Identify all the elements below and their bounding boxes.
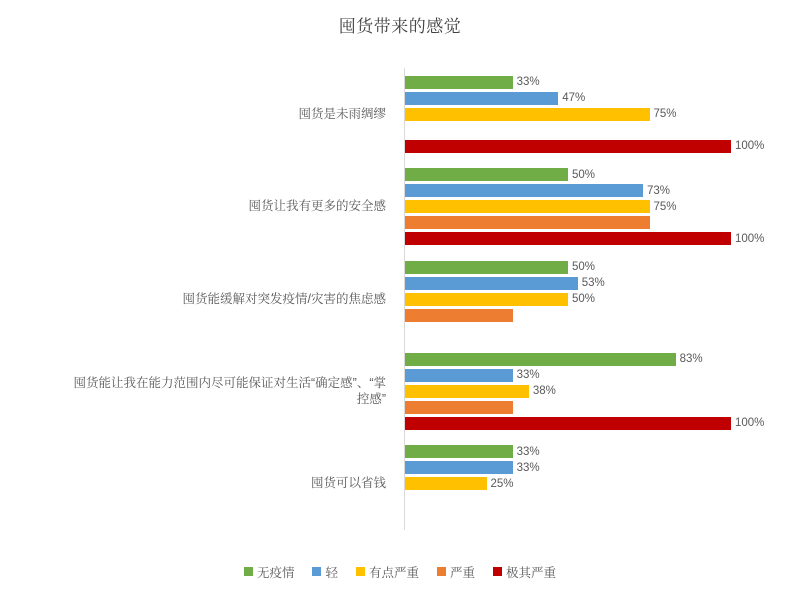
bar-row (405, 385, 744, 398)
bar-严重 (405, 216, 650, 229)
bar-value-label: 33% (516, 445, 540, 458)
bar-row (405, 232, 765, 245)
bar-row (405, 369, 744, 382)
bar-严重 (405, 309, 513, 322)
bar-value-label: 83% (679, 353, 703, 366)
bar-row (405, 417, 765, 430)
bar-value-label: 75% (653, 200, 677, 213)
bar-row (405, 92, 744, 105)
bar-无疫情 (405, 168, 568, 181)
bar-value-label: 50% (572, 168, 596, 181)
legend-label: 严重 (450, 566, 476, 580)
bar-有点严重 (405, 385, 529, 398)
category-label: 囤货可以省钱 (310, 476, 386, 491)
bar-value-label: 47% (562, 92, 586, 105)
legend-item-无疫情[interactable] (244, 563, 295, 581)
bar-row (405, 461, 744, 474)
bar-有点严重 (405, 200, 650, 213)
category-label: 囤货让我有更多的安全感 (248, 199, 386, 214)
legend-swatch-icon (244, 567, 253, 576)
bar-value-label: 100% (735, 232, 765, 245)
bar-row (405, 124, 744, 137)
legend-label: 轻 (325, 566, 338, 580)
bar-value-label: 100% (735, 417, 765, 430)
legend-item-极其严重[interactable] (493, 563, 556, 581)
legend-swatch-icon (356, 567, 365, 576)
legend-item-严重[interactable] (437, 563, 475, 581)
legend-swatch-icon (437, 567, 446, 576)
bar-row (405, 309, 744, 322)
bar-无疫情 (405, 353, 676, 366)
bar-row (405, 140, 765, 153)
bar-有点严重 (405, 477, 487, 490)
bar-value-label: 50% (572, 293, 596, 305)
bar-value-label: 25% (490, 477, 514, 490)
bar-无疫情 (405, 261, 568, 274)
bar-row (405, 325, 744, 338)
legend-item-有点严重[interactable] (356, 563, 419, 581)
bar-极其严重 (405, 232, 731, 245)
chart-legend (0, 563, 800, 581)
bar-row (405, 184, 744, 197)
category-group (405, 168, 765, 245)
legend-swatch-icon (493, 567, 502, 576)
category-group (405, 76, 765, 153)
bar-极其严重 (405, 417, 731, 430)
category-group (405, 353, 765, 430)
category-label: 囤货能缓解对突发疫情/灾害的焦虑感 (182, 291, 386, 306)
bar-value-label: 33% (516, 461, 540, 474)
bar-value-label: 38% (532, 385, 556, 398)
bar-row (405, 108, 744, 121)
bar-有点严重 (405, 293, 568, 306)
bar-row (405, 401, 744, 414)
bar-row (405, 445, 744, 458)
legend-label: 极其严重 (506, 566, 557, 580)
bar-row (405, 293, 744, 306)
bar-row (405, 477, 744, 490)
chart-title: 囤货带来的感觉 (338, 17, 462, 36)
bar-row (405, 200, 744, 213)
legend-label: 无疫情 (256, 566, 295, 580)
bar-row (405, 216, 744, 229)
bar-row (405, 76, 744, 89)
bar-极其严重 (405, 140, 731, 153)
bar-value-label: 75% (653, 108, 677, 121)
category-label: 囤货是未雨绸缪 (298, 106, 386, 121)
category-group (405, 445, 744, 522)
category-label: 囤货能让我在能力范围内尽可能保证对生活“确定感”、“掌控感” (73, 375, 386, 407)
bar-value-label: 100% (735, 140, 765, 153)
bar-value-label: 53% (581, 277, 605, 289)
bar-轻 (405, 461, 513, 474)
legend-item-轻[interactable] (312, 563, 338, 581)
bar-row (405, 261, 744, 274)
bar-严重 (405, 401, 513, 414)
category-group (405, 261, 744, 338)
bar-轻 (405, 92, 558, 105)
bar-无疫情 (405, 76, 513, 89)
bar-value-label: 73% (646, 184, 670, 197)
legend-label: 有点严重 (368, 566, 419, 580)
bar-value-label: 33% (516, 76, 540, 89)
bar-row (405, 353, 744, 366)
bar-有点严重 (405, 108, 650, 121)
bar-row (405, 277, 744, 290)
bar-轻 (405, 277, 578, 290)
bar-value-label: 50% (572, 261, 596, 273)
plot-area (404, 68, 765, 530)
legend-swatch-icon (312, 567, 321, 576)
bar-轻 (405, 369, 513, 382)
bar-无疫情 (405, 445, 513, 458)
bar-row (405, 168, 744, 181)
bar-轻 (405, 184, 643, 197)
bar-row (405, 493, 744, 506)
bar-value-label: 33% (516, 369, 540, 382)
bar-row (405, 509, 744, 522)
